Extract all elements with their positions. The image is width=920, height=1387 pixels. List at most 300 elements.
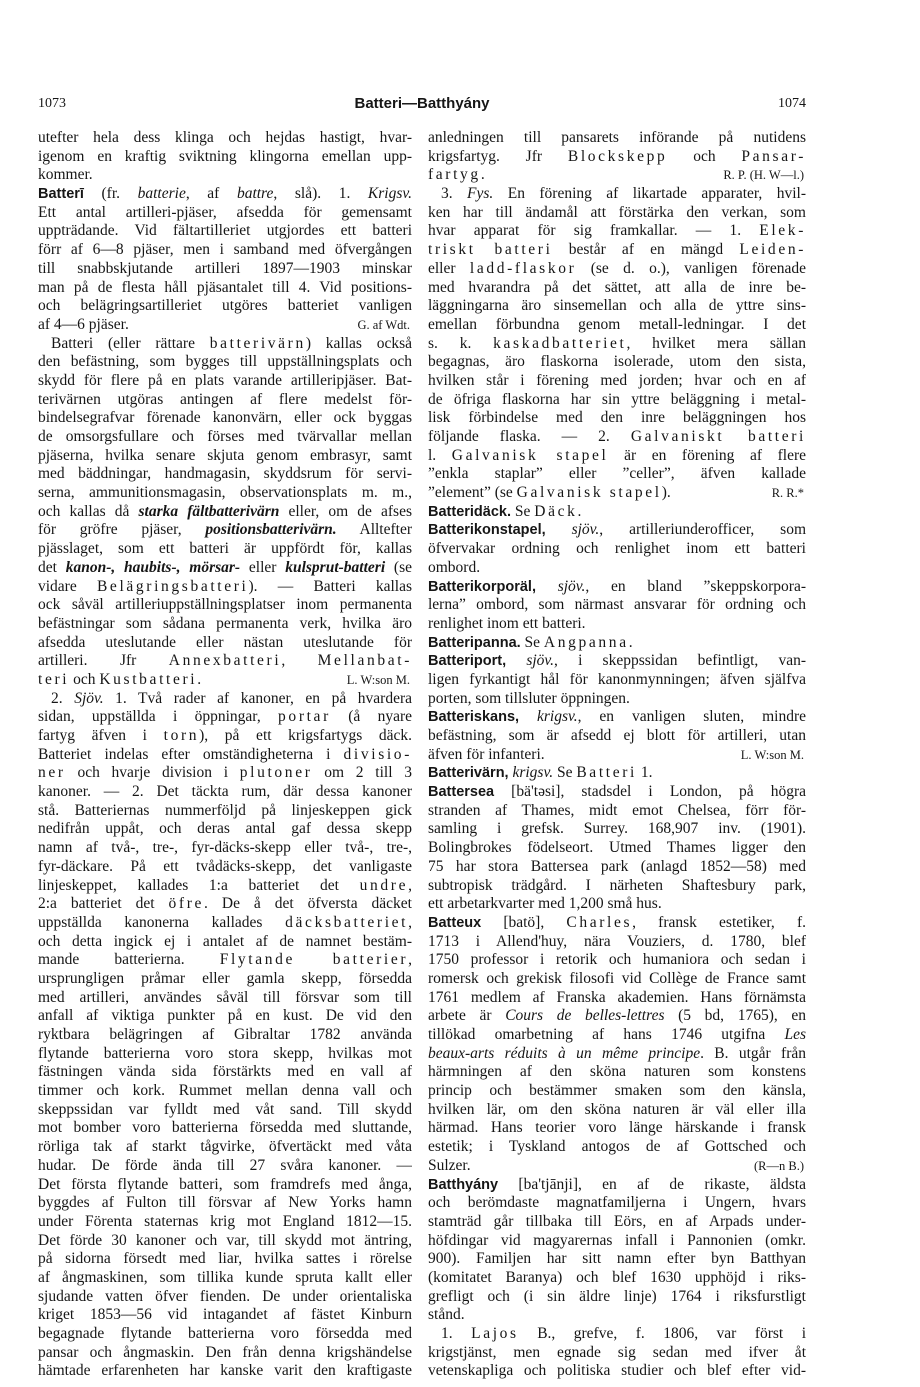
text-run: förr af 6—8 pjäser, men i samband med öfvergången — [38, 241, 412, 259]
text-run: under Förenta staternas krig mot England 1812—15. — [38, 1212, 412, 1230]
text-run: , af — [185, 185, 237, 203]
text-line — [38, 877, 412, 896]
italic-run: beaux-arts réduits à un même principe — [428, 1044, 701, 1062]
text-run: ock såväl artilleriuppställningsplatser inom permanenta — [38, 596, 412, 614]
text-line — [428, 559, 806, 578]
text-line — [38, 615, 412, 634]
spaced-run: däcksbatteriet — [285, 913, 409, 931]
text-line — [428, 1045, 806, 1064]
text-run: 75 har stora Battersea park (anlagd 1852—58) med — [428, 857, 806, 875]
text-run: Bolingbrokes födelseort. Utmed Thames ligger den — [428, 839, 806, 857]
spaced-run: Elek- — [759, 222, 806, 240]
text-run: med artilleri, användes såväl till försvar som till — [38, 988, 412, 1006]
text-run: Sulzer. — [428, 1156, 471, 1174]
italic-run: sjöv. — [526, 652, 555, 670]
text-line — [38, 484, 412, 503]
text-line — [428, 1101, 806, 1120]
text-line — [38, 559, 412, 578]
text-line — [428, 1344, 806, 1363]
italic-run: batterie — [137, 185, 186, 203]
text-line — [428, 148, 806, 167]
text-run: skeppssidan var fylldt med våt sand. Till skydd — [38, 1100, 412, 1118]
text-line — [38, 690, 412, 709]
text-run: rörliga tak af starkt tågvirke, öfvertäckt med våta — [38, 1138, 412, 1156]
text-line — [38, 222, 412, 241]
text-line — [38, 1007, 412, 1026]
text-line — [428, 634, 806, 653]
text-run: härmad. Hans teorier voro länge härskande i fransk — [428, 1119, 806, 1137]
spaced-run: undre — [359, 876, 409, 894]
text-line — [38, 1063, 412, 1082]
text-line — [428, 858, 806, 877]
text-run: begagnas, äro flaskorna isolerade, utom den sista, — [428, 353, 806, 371]
text-line — [38, 241, 412, 260]
spaced-run: kaskadbatteriet — [493, 334, 627, 352]
text-line — [38, 1101, 412, 1120]
text-run: 900). Familjen har sitt namn efter byn Batthyan — [428, 1250, 806, 1268]
text-run: och berömdaste magnatfamiljerna i Ungern, hvars — [428, 1194, 806, 1212]
text-run: och kallas då — [38, 502, 139, 520]
text-run: arbete är — [428, 1007, 506, 1025]
text-run: är en förening af flere — [608, 446, 806, 464]
text-line — [428, 652, 806, 671]
text-line — [428, 1362, 806, 1381]
text-run: hvilken lär, om den sköna naturen är väl eller illa — [428, 1100, 806, 1118]
text-run: timmer och kork. Rummet mellan denna vall och — [38, 1082, 412, 1100]
text-run: och belägringsartilleriet utgöres batteriet vanligen — [38, 297, 412, 315]
text-line — [38, 447, 412, 466]
text-run: , en bland ”skeppskorpora- — [585, 577, 806, 595]
text-run: pjäserna, hvilka senare skjuta genom embrasyr, samt — [38, 446, 412, 464]
text-line — [428, 521, 806, 540]
text-line — [428, 989, 806, 1008]
spaced-run: Lajos — [471, 1325, 519, 1342]
text-run: 1. — [636, 764, 653, 782]
text-line — [428, 447, 806, 466]
text-run: Se — [511, 502, 535, 520]
text-run: skydd för flere på en plats varande artilleripjäser. Bat- — [38, 371, 412, 389]
text-line — [38, 1250, 412, 1269]
text-line — [428, 465, 806, 484]
text-line — [38, 1213, 412, 1232]
text-line — [38, 839, 412, 858]
text-run: grefligt och (i sin äldre linje) 1764 i riksfurstligt — [428, 1287, 806, 1305]
text-line — [428, 820, 806, 839]
text-run: nedifrån uppåt, och deras antal gaf dessa skepp — [38, 820, 412, 838]
italic-run: battre — [236, 185, 274, 203]
text-line — [38, 764, 412, 783]
text-run: byggdes af Fulton till försvar af New Yorks hamn — [38, 1194, 412, 1212]
text-run: stranden af Thames, midt emot Chelsea, förr för- — [428, 801, 806, 819]
text-run — [519, 708, 537, 725]
text-line — [428, 746, 806, 765]
text-line — [38, 652, 412, 671]
text-line — [38, 297, 412, 316]
text-line — [428, 1232, 806, 1251]
spaced-run: torn — [163, 727, 200, 744]
text-line — [38, 802, 412, 821]
text-run: Batteriet indelas efter omständigheterna i — [38, 745, 344, 763]
text-run: serna, ammunitionsmagasin, observationsplats m. m., — [38, 484, 412, 502]
text-run: (komitatet Baranya) och blef 1630 upphöjd i riks- — [428, 1268, 806, 1286]
author-signature: G. af Wdt. — [357, 317, 410, 332]
text-run: estetik; i Tyskland antogos de af Gottsched och — [428, 1138, 806, 1156]
text-run: linjeskeppet, kallades 1:a batteriet det — [38, 876, 360, 894]
text-run: Se — [520, 633, 544, 651]
text-line — [428, 484, 806, 503]
text-run: anledningen till pansarets införande på nutidens — [428, 129, 806, 146]
text-line — [38, 166, 412, 185]
text-run: ) kallas också — [305, 334, 412, 352]
text-line — [38, 1325, 412, 1344]
text-run: . — [480, 166, 485, 184]
text-run: uppställda kanonerna kallades — [38, 913, 286, 931]
text-line — [428, 409, 806, 428]
text-run: B., grefve, f. 1806, var först i — [518, 1325, 806, 1342]
text-line — [38, 708, 412, 727]
text-line — [428, 951, 806, 970]
text-run: kriget 1853—56 vid intagandet af fästet Kinburn — [38, 1306, 412, 1324]
text-run: öfvervakar ordning och renlighet inom ett batteri — [428, 540, 806, 558]
headword: Batteriskans, — [428, 709, 520, 726]
text-line — [428, 222, 806, 241]
line-text — [428, 746, 545, 765]
text-line — [428, 970, 806, 989]
text-line — [38, 353, 412, 372]
bold-italic-run: kanon-, haubits-, mörsar- — [65, 558, 241, 576]
text-line — [428, 1213, 806, 1232]
text-run: [batö], — [481, 913, 567, 931]
text-run: , — [408, 876, 412, 894]
text-line — [428, 690, 806, 709]
text-line — [38, 858, 412, 877]
text-run: , i skeppssidan befintligt, van- — [554, 652, 806, 670]
text-line — [428, 596, 806, 615]
text-run: 2. — [51, 689, 75, 707]
text-line — [38, 1082, 412, 1101]
text-run: ken har till ändamål att förstärka den verkan, som — [428, 203, 806, 221]
text-run: man på de flesta håll pjäsantalet till 4. Vid positions- — [38, 278, 412, 296]
text-run: Alltefter — [336, 521, 412, 539]
italic-run: Les — [784, 1026, 806, 1043]
bold-italic-run: kulsprut-batteri — [285, 558, 386, 576]
text-line — [38, 578, 412, 597]
text-run: hämtade erfarenheten har kanske varit den kraftigaste — [38, 1362, 412, 1380]
text-run — [546, 521, 572, 538]
text-run: härmningen af den sköna naturen som konstens — [428, 1063, 806, 1081]
text-line — [38, 204, 412, 223]
spaced-run: Leiden- — [739, 241, 806, 259]
text-run: [bä'təsi], stadsdel i London, på högra — [494, 783, 806, 801]
text-run: . — [197, 670, 202, 688]
text-run: . De å det öfversta däcket — [204, 895, 412, 913]
text-line — [38, 1232, 412, 1251]
text-line — [38, 634, 412, 653]
spaced-run: Blockskepp — [567, 147, 668, 165]
text-line — [38, 596, 412, 615]
text-line — [428, 372, 806, 391]
text-line — [428, 1194, 806, 1213]
headword: Batterivärn, — [428, 765, 509, 782]
text-line — [428, 727, 806, 746]
text-line — [428, 877, 806, 896]
spaced-run: Galvaniskt batteri — [630, 428, 806, 445]
text-run: , — [408, 913, 412, 931]
line-text — [428, 1157, 471, 1176]
text-line — [428, 933, 806, 952]
text-run: pansar och ångmaskin. Den från denna krigshändelse — [38, 1343, 412, 1361]
spaced-run: teri — [38, 670, 70, 688]
text-run: eller — [428, 259, 470, 277]
text-line — [428, 1119, 806, 1138]
headword: Batteridäck. — [428, 503, 512, 520]
text-run: höfdingar vid magyarernas infall i Pannonien (omkr. — [428, 1231, 806, 1249]
bold-italic-run: starka fältbatterivärn — [138, 502, 280, 520]
text-run: anfall af viktiga punkter på en kust. De vid den — [38, 1007, 412, 1025]
text-line — [428, 1157, 806, 1176]
text-run: mot bomber voro batterierna försedda med sluttande, — [38, 1119, 412, 1137]
text-run: (5 bd, 1765), en — [664, 1007, 806, 1025]
text-line — [38, 540, 412, 559]
text-run: (se — [385, 558, 412, 576]
text-line — [38, 1194, 412, 1213]
text-run: och detta ingick ej i antalet af de namnet bestäm- — [38, 932, 412, 950]
text-run: . — [577, 502, 582, 520]
text-run: om 2 till 3 — [312, 764, 412, 782]
text-run: Batteri (eller rättare — [51, 334, 210, 352]
text-line — [38, 970, 412, 989]
text-line — [428, 129, 806, 148]
text-run: mande batterierna. — [38, 951, 220, 969]
text-run: ). — Batteri kallas — [248, 577, 412, 595]
text-line — [38, 521, 412, 540]
text-line — [38, 989, 412, 1008]
text-line — [428, 241, 806, 260]
text-line — [38, 1176, 412, 1195]
italic-run: sjöv. — [571, 521, 600, 539]
text-line — [428, 1063, 806, 1082]
text-run: äfven för infanteri. — [428, 745, 545, 763]
text-run: stånd. — [428, 1306, 465, 1324]
text-line — [38, 409, 412, 428]
text-line — [428, 895, 806, 914]
line-text — [428, 166, 485, 185]
right-column — [428, 129, 806, 1381]
text-line — [38, 428, 412, 447]
spaced-run: fartyg — [428, 166, 481, 184]
text-run: princip och bestämmer smaken som den känsla, — [428, 1082, 806, 1100]
text-line — [428, 708, 806, 727]
text-run: Se — [553, 764, 577, 782]
italic-run: krigsv. — [537, 708, 578, 726]
text-line — [428, 764, 806, 783]
spaced-run: Angpanna — [543, 633, 629, 651]
text-run: stå. Batteriernas nummerföljd på linjeskeppen gick — [38, 801, 412, 819]
text-run: hudar. De förde ända till 27 svåra kanoner. — — [38, 1156, 412, 1174]
text-run: , — [408, 951, 412, 969]
text-line — [428, 428, 806, 447]
text-run: s. k. — [428, 334, 494, 352]
spaced-run: portar — [278, 708, 331, 726]
text-line — [428, 914, 806, 933]
text-line — [38, 1157, 412, 1176]
text-line — [38, 1344, 412, 1363]
text-run: renlighet inom ett batteri. — [428, 614, 586, 632]
text-line — [428, 839, 806, 858]
author-signature: L. W:son M. — [346, 672, 410, 687]
spaced-run: batterivärn — [209, 334, 306, 352]
text-run: ). — [661, 484, 671, 502]
page-header — [38, 94, 806, 114]
text-run: (å nyare — [330, 708, 412, 726]
text-run: ett arbetarkvarter med 1,200 små hus. — [428, 895, 662, 913]
text-line — [38, 372, 412, 391]
text-line — [428, 166, 806, 185]
text-run: ”enkla staplar” eller ”celler”, äfven kallade — [428, 465, 806, 483]
text-run: befästningar som sådana permanenta verk, hvilka äro — [38, 614, 412, 632]
text-run: [ba'tjānji], en af de rikaste, äldsta — [498, 1175, 806, 1193]
text-run: igenom en kraftig sviktning klingorna emellan upp- — [38, 147, 412, 165]
text-run: Det förde 30 kanoner och var, till skydd mot äntring, — [38, 1231, 412, 1249]
text-line — [38, 951, 412, 970]
text-run: krigstjänst, men egnade sig sedan med ifver åt — [428, 1343, 806, 1361]
text-run: sidan, uppställda i öppningar, — [38, 708, 279, 726]
text-line — [38, 1138, 412, 1157]
text-run: . — [628, 633, 633, 651]
text-line — [428, 615, 806, 634]
text-line — [38, 1119, 412, 1138]
text-line — [428, 783, 806, 802]
text-run: bindelsegrafvar förenade kanonvärn, eller ock byggas — [38, 409, 412, 427]
italic-run: Fys. — [467, 185, 494, 203]
text-run: fyr-däckare. På ett tvådäcks-skepp, det vanligaste — [38, 857, 412, 875]
spaced-run: Flytande batterier — [219, 951, 409, 969]
text-line — [428, 353, 806, 372]
text-run: emellan förbundna genom metall-ledningar. I det — [428, 315, 806, 333]
author-signature: (R—n B.) — [754, 1158, 804, 1173]
text-run: och hvarje division i — [65, 764, 240, 782]
text-line — [38, 1026, 412, 1045]
text-run: subtropisk trädgård. I närheten Shaftesbury park, — [428, 876, 806, 894]
text-run: artilleri. Jfr — [38, 652, 169, 670]
text-run: namn af två-, tre-, fyr-däcks-skepp eller två-, tre-, — [38, 839, 412, 857]
text-run: ), på ett krigsfartygs däck. — [199, 727, 412, 744]
spaced-run: Kustbatteri — [99, 670, 198, 688]
text-run: afsedda uteslutande eller nästan uteslutande för — [38, 633, 412, 651]
spaced-run: Galvanisk stapel — [451, 446, 609, 464]
text-run: kommer. — [38, 166, 93, 184]
text-run: , — [281, 652, 318, 670]
headword: Batteripanna. — [428, 634, 521, 651]
text-run: för gröfre pjäser, — [38, 521, 206, 539]
text-run: ryktbara belägringen af Gibraltar 1782 använda — [38, 1026, 412, 1043]
text-run: En förening af likartade apparater, hvil- — [493, 185, 806, 203]
text-run: 3. — [441, 185, 468, 203]
text-line — [428, 335, 806, 354]
text-run: ligen fyrkantigt hål för kanonmynningen; äfven själfva — [428, 670, 806, 688]
spaced-run: Belägringsbatteri — [96, 577, 249, 595]
running-title: Batteri—Batthyány — [354, 95, 490, 112]
spaced-run: Batteri — [576, 764, 637, 782]
text-line — [428, 260, 806, 279]
text-run: uppträdande. Vid fältartilleriet utgjordes ett batteri — [38, 222, 412, 240]
text-run: begagnade flytande batterierna voro försedda med — [38, 1325, 412, 1342]
headword: Batthyány — [428, 1176, 499, 1193]
left-column — [38, 129, 412, 1381]
headword: Batterikonstapel, — [428, 522, 546, 539]
text-line — [38, 279, 412, 298]
text-run: 1. — [441, 1325, 472, 1342]
text-run: 1. Två rader af kanoner, en på hvardera — [103, 689, 412, 707]
text-run: Det första flytande batteri, som framdrefs med ånga, — [38, 1175, 412, 1193]
italic-run: krigsv. — [512, 764, 554, 782]
text-run: ”element” (se — [428, 484, 517, 502]
text-line — [428, 503, 806, 522]
text-line — [428, 1026, 806, 1045]
text-run: fästningen vända sida förstärkts med en vall af — [38, 1063, 412, 1081]
text-run: (se d. o.), vanligen förenade — [576, 259, 806, 277]
text-run: de omsorgsfullare och förses med tvärvallar mellan — [38, 428, 412, 445]
text-line — [38, 148, 412, 167]
text-line — [38, 391, 412, 410]
text-run: Ett antal artilleri-pjäser, afsedda för gemensamt — [38, 203, 412, 221]
text-line — [428, 1288, 806, 1307]
spaced-run: öfre — [168, 895, 205, 913]
text-run: och — [667, 147, 742, 165]
text-line — [38, 465, 412, 484]
text-run: lisk förbindelse med den inre beläggningen hos — [428, 409, 806, 427]
spaced-run: triskt batteri — [428, 241, 553, 259]
text-run: sjudande vatten öfver fienden. De under orientaliska — [38, 1287, 412, 1305]
text-line — [38, 1288, 412, 1307]
text-run: stamträd går tillbaka till Eörs, en af Arpads under- — [428, 1212, 806, 1230]
text-run: hvar apparat för sig framkallar. — 1. — [428, 222, 760, 240]
text-run: hvilken står i förening med jorden; hvar och en af — [428, 371, 806, 389]
italic-run: Sjöv. — [74, 689, 104, 707]
text-line — [38, 260, 412, 279]
text-run: (fr. — [83, 185, 138, 203]
text-line — [38, 1362, 412, 1381]
text-run: krigsfartyg. Jfr — [428, 147, 568, 165]
text-run: l. — [428, 446, 452, 464]
text-line — [428, 1138, 806, 1157]
text-run: porten, som tillsluter öppningen. — [428, 689, 630, 707]
text-line — [428, 1082, 806, 1101]
text-run: fartyg äfven i — [38, 727, 164, 744]
spaced-run: Däck — [534, 502, 578, 520]
text-run: följande flaska. — 2. — [428, 428, 631, 445]
text-run: 1761 medlem af Franska akademien. Hans förnämsta — [428, 988, 806, 1006]
text-run: vetenskapliga och politiska studier och blef efter vid- — [428, 1362, 806, 1380]
text-run: terivärnen utgöras antingen af flere medelst för- — [38, 390, 412, 408]
text-run: på sidorna försedt med liar, hvilka sattes i rörelse — [38, 1250, 412, 1268]
text-run: , artilleriunderofficer, som — [599, 521, 806, 539]
text-line — [428, 1325, 806, 1344]
text-line — [428, 185, 806, 204]
text-line — [428, 1269, 806, 1288]
spaced-run: ladd-flaskor — [469, 259, 577, 277]
text-run — [536, 578, 558, 595]
text-line — [38, 914, 412, 933]
text-line — [38, 933, 412, 952]
spaced-run: divisio- — [343, 745, 412, 763]
text-line — [428, 671, 806, 690]
text-line — [428, 279, 806, 298]
text-line — [38, 1269, 412, 1288]
spaced-run: Mellanbat- — [317, 652, 412, 670]
author-signature: L. W:son M. — [740, 747, 804, 762]
text-run: med bäddningar, handmagasin, skyddsrum för servi- — [38, 465, 412, 483]
